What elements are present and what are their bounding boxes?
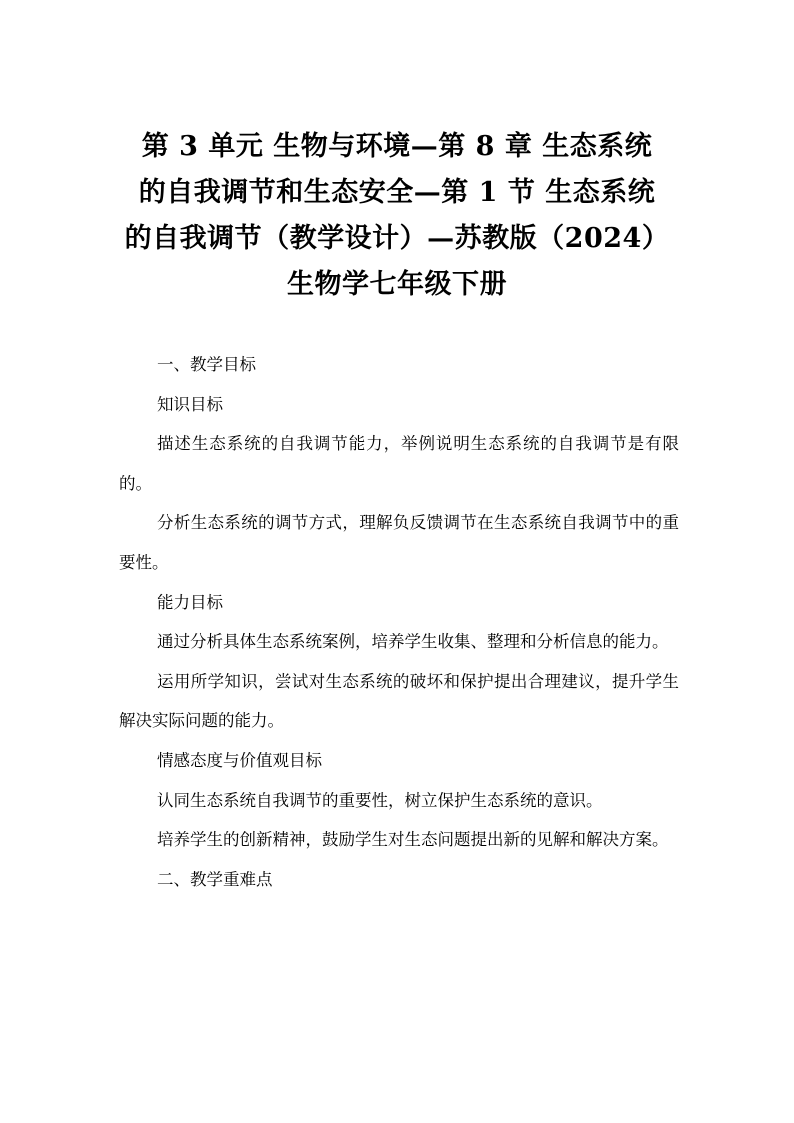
section-heading-key-difficulties: 二、教学重难点 <box>157 869 273 889</box>
title-line-3: 的自我调节（教学设计）—苏教版（2024） <box>124 223 670 254</box>
subheading-knowledge-objectives: 知识目标 <box>157 394 223 414</box>
title-line-4: 生物学七年级下册 <box>287 269 507 300</box>
title-line-1: 第 3 单元 生物与环境—第 8 章 生态系统 <box>141 131 653 162</box>
paragraph-ability-2: 运用所学知识，尝试对生态系统的破坏和保护提出合理建议，提升学生解决实际问题的能力。 <box>119 671 679 731</box>
paragraph-attitude-2: 培养学生的创新精神，鼓励学生对生态问题提出新的见解和解决方案。 <box>157 830 669 850</box>
paragraph-knowledge-1: 描述生态系统的自我调节能力，举例说明生态系统的自我调节是有限的。 <box>119 434 679 493</box>
subheading-attitude-objectives: 情感态度与价值观目标 <box>157 750 322 770</box>
section-heading-teaching-objectives: 一、教学目标 <box>157 355 256 374</box>
paragraph-knowledge-2: 分析生态系统的调节方式，理解负反馈调节在生态系统自我调节中的重要性。 <box>119 513 679 572</box>
title-line-2: 的自我调节和生态安全—第 1 节 生态系统 <box>138 177 656 208</box>
paragraph-ability-1: 通过分析具体生态系统案例，培养学生收集、整理和分析信息的能力。 <box>157 632 669 652</box>
paragraph-attitude-1: 认同生态系统自我调节的重要性，树立保护生态系统的意识。 <box>157 790 603 810</box>
subheading-ability-objectives: 能力目标 <box>157 592 223 612</box>
document-title <box>100 124 694 308</box>
document-body <box>119 345 679 899</box>
